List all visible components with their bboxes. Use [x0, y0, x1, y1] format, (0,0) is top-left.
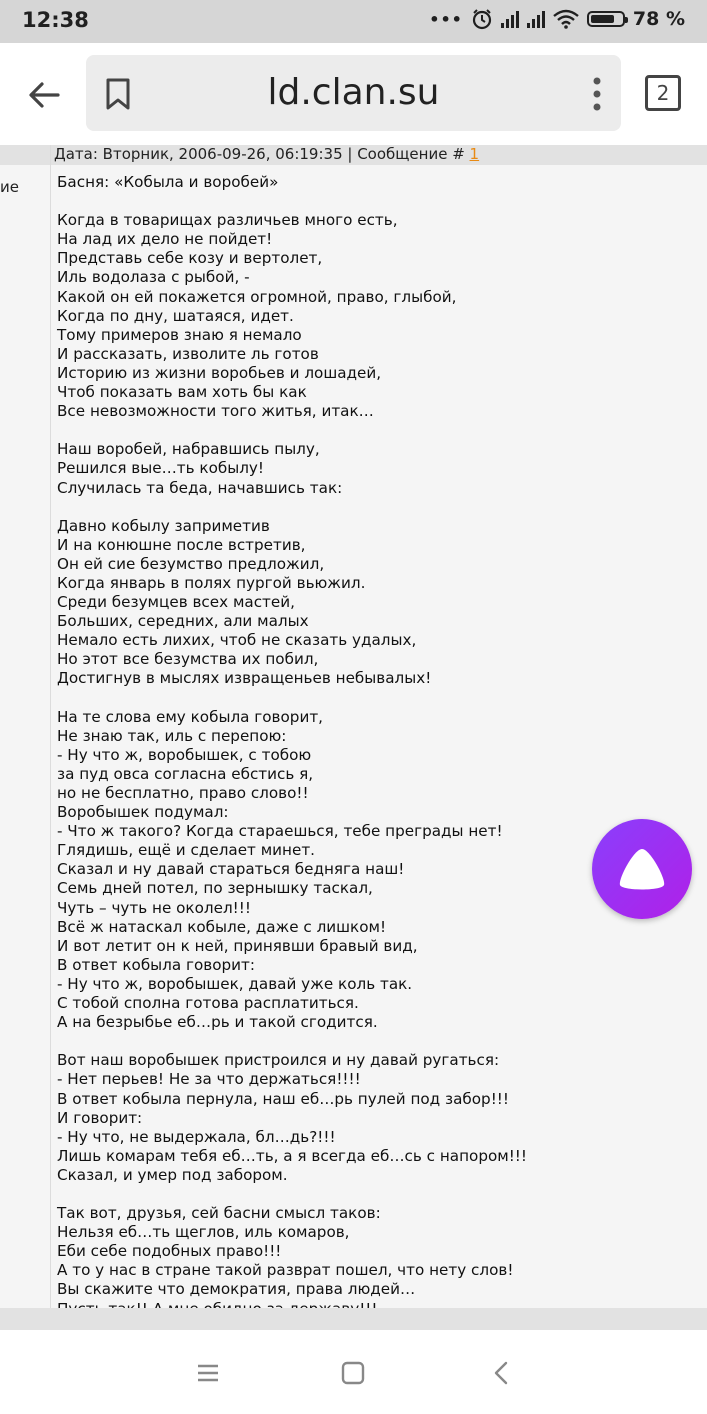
navigation-bar — [0, 1330, 707, 1414]
address-bar[interactable] — [86, 55, 621, 131]
alice-assistant-icon — [614, 841, 670, 897]
status-icons — [429, 8, 685, 30]
back-icon[interactable] — [487, 1358, 517, 1388]
battery-icon — [587, 11, 625, 27]
status-time: 12:38 — [22, 8, 89, 32]
back-arrow-icon[interactable] — [22, 73, 66, 117]
post-body: Басня: «Кобыла и воробей» Когда в товарищах различьев много есть, На лад их дело не пойдет! Представь себе козу и вертолет, Иль водолаза с рыбой, - Какой он ей покажется огромной, право, глыбой, Когда по дну, шатаяся, идет. Тому примеров знаю я немало И рассказать, изволите ль готов Историю из жизни воробьев и лошадей, Чтоб показать вам хоть бы как Все невозможности того житья, итак… Наш воробей, набравшись пылу, Решился вые…ть кобылу! Случилась та беда, начавшись так: Давно кобылу заприметив И на конюшне после встретив, Он ей сие безумство предложил, Когда январь в полях пургой вьюжил. Среди безумцев всех мастей, Больших, середних, али малых Немало есть лихих, чтоб не сказать удалых, Но этот все безумства их побил, Достигнув в мыслях извращеньев небывалых! На те слова ему кобыла говорит, Не знаю так, иль с перепою: - Ну что ж, воробышек, с тобою за пуд овса согласна ебстись я, но не бесплатно, право слово!! Воробышек подумал: - Что ж такого? Когда стараешься, тебе преграды нет! Глядишь, ещё и сделает минет. Сказал и ну давай стараться бедняга наш! Семь дней потел, по зернышку таскал, Чуть – чуть не околел!!! Всё ж натаскал кобыле, даже с лишком! И вот летит он к ней, принявши бравый вид, В ответ кобыла говорит: - Ну что ж, воробышек, давай уже коль так. С тобой сполна готова расплатиться. А на безрыбье еб…рь и такой сгодится. Вот наш воробышек пристроился и ну давай ругаться: - Нет перьев! Не за что держаться!!!! В ответ кобыла пернула, наш еб…рь пулей под забор!!! И говорит: - Ну что, не выдержала, бл…дь?!!! Лишь комарам тебя еб…ть, а я всегда еб…сь с напором!!! Сказал, и умер под забором. Так вот, друзья, сей басни смысл таков: Нельзя еб…ть щеглов, иль комаров, Еби себе подобных право!!! А то у нас в стране такой разврат пошел, что нету слов! Вы скажите что демократия, права людей… — [57, 173, 527, 1299]
wifi-icon — [553, 9, 579, 29]
tabs-count-button[interactable]: 2 — [645, 75, 681, 111]
home-icon[interactable] — [338, 1358, 368, 1388]
signal-icon — [527, 10, 545, 28]
url-text[interactable]: ld.clan.su — [267, 72, 440, 113]
post-date — [54, 145, 479, 163]
post-date-text: Дата: Вторник, 2006-09-26, 06:19:35 | Сообщение # — [54, 145, 470, 163]
message-number-link[interactable]: 1 — [469, 145, 480, 163]
status-bar — [0, 0, 707, 43]
menu-icon[interactable] — [193, 1358, 223, 1388]
notification-dots-icon: ••• — [429, 9, 463, 29]
browser-toolbar — [0, 43, 707, 145]
author-column-fragment: ие — [0, 178, 19, 196]
signal-icon — [501, 10, 519, 28]
battery-percent: 78 % — [632, 8, 685, 30]
alarm-icon — [471, 8, 493, 30]
post-footer — [0, 1308, 707, 1330]
column-divider — [50, 145, 51, 1330]
alice-assistant-button[interactable] — [592, 819, 692, 919]
more-vert-icon[interactable] — [593, 77, 601, 111]
page-content — [0, 145, 707, 1330]
